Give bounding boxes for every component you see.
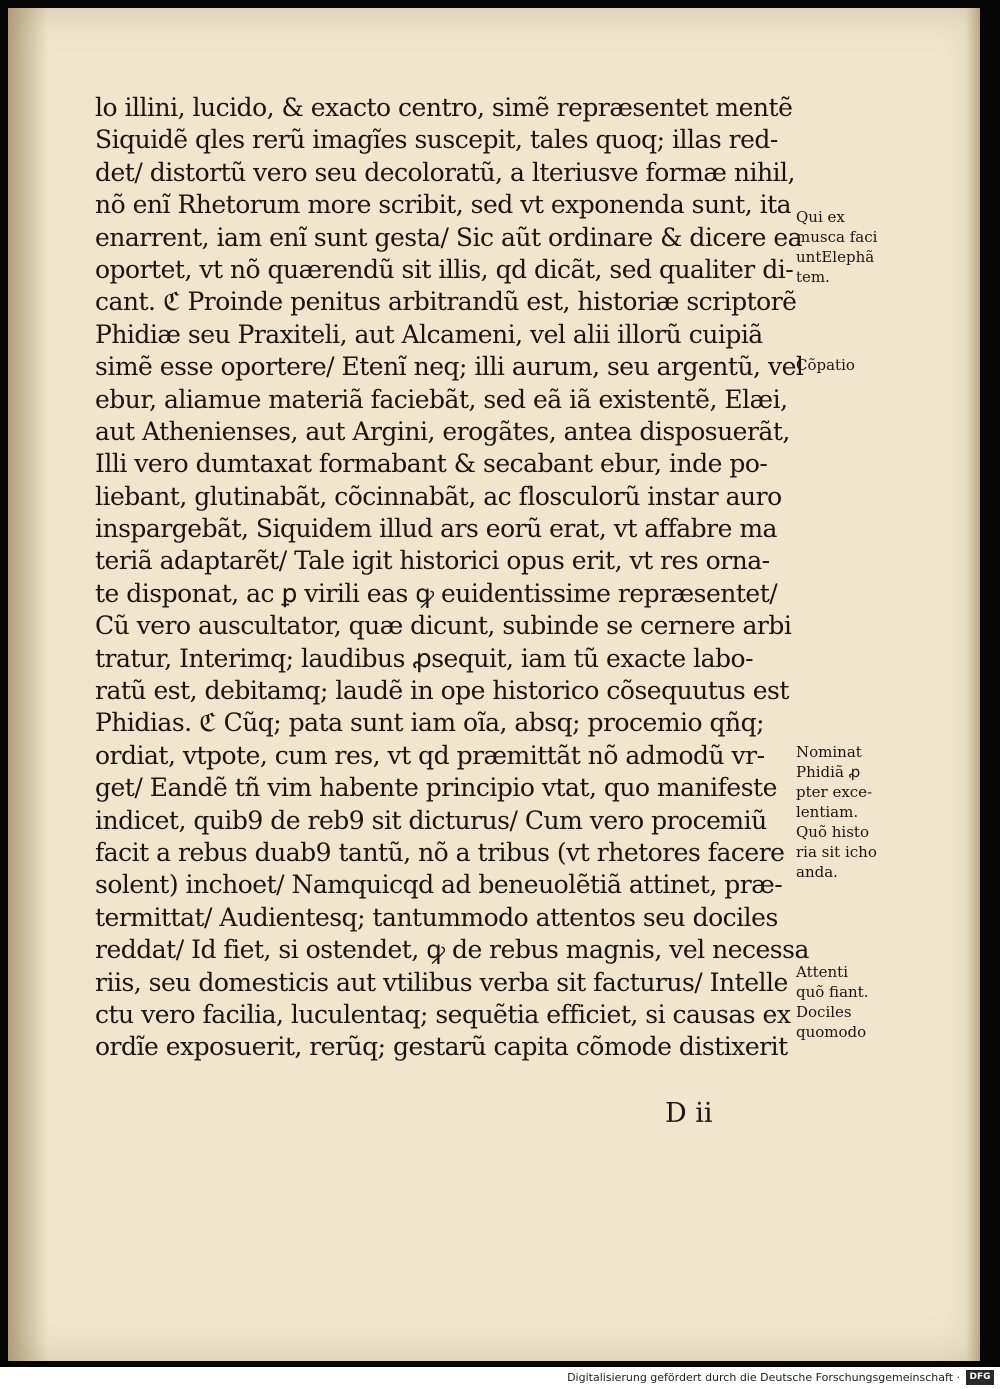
marginal-line: lentiam. bbox=[796, 803, 859, 821]
text-line: te disponat, ac ꝑ virili eas ꝙ euidentissime repræsentet/ bbox=[95, 578, 778, 608]
marginal-note-attenti bbox=[796, 962, 868, 1042]
marginal-line: Phidiã ꝓ bbox=[796, 763, 861, 781]
marginal-line: musca faci bbox=[796, 228, 878, 246]
marginal-line: quomodo bbox=[796, 1023, 867, 1041]
text-line: lo illini, lucido, & exacto centro, simẽ repræsentet mentẽ bbox=[95, 93, 793, 122]
text-line: ordiat, vtpote, cum res, vt qd præmittãt nõ admodũ vr- bbox=[95, 740, 765, 770]
marginal-line: Quõ histo bbox=[796, 823, 869, 841]
page-spine-shadow bbox=[8, 8, 48, 1361]
text-line: Phidias. ℭ Cũq; pata sunt iam oĩa, absq; procemio qñq; bbox=[95, 708, 765, 738]
text-line: nõ enĩ Rhetorum more scribit, sed vt exponenda sunt, ita bbox=[95, 190, 792, 220]
text-line: aut Athenienses, aut Argini, erogãtes, antea disposuerãt, bbox=[95, 416, 790, 446]
marginal-note-musca bbox=[796, 207, 877, 287]
text-line: cant. ℭ Proinde penitus arbitrandũ est, historiæ scriptorẽ bbox=[95, 287, 797, 317]
marginal-line: pter exce- bbox=[796, 783, 873, 801]
text-line: liebant, glutinabãt, cõcinnabãt, ac flosculorũ instar auro bbox=[95, 481, 782, 511]
text-line: get/ Eandẽ tñ vim habente principio vtat, quo manifeste bbox=[95, 773, 777, 803]
text-line: termittat/ Audientesq; tantummodo attentos seu dociles bbox=[95, 902, 778, 932]
text-line: Cũ vero auscultator, quæ dicunt, subinde se cernere arbi bbox=[95, 611, 792, 641]
funding-notice-bar bbox=[0, 1367, 1000, 1389]
main-text-block bbox=[95, 92, 809, 1064]
marginal-note-phidias bbox=[796, 742, 877, 882]
marginal-line: Attenti bbox=[796, 963, 848, 981]
text-line: oportet, vt nõ quærendũ sit illis, qd dicãt, sed qualiter di- bbox=[95, 254, 794, 284]
text-line: riis, seu domesticis aut vtilibus verba sit facturus/ Intelle bbox=[95, 967, 788, 997]
text-line: ratũ est, debitamq; laudẽ in ope historico cõsequutus est bbox=[95, 676, 789, 706]
marginal-line: Cõpatio bbox=[796, 356, 855, 374]
marginal-line: untElephã bbox=[796, 248, 875, 266]
text-line: enarrent, iam enĩ sunt gesta/ Sic aũt ordinare & dicere ea bbox=[95, 222, 803, 252]
text-line: det/ distortũ vero seu decoloratũ, a lteriusve formæ nihil, bbox=[95, 157, 795, 187]
text-line: solent) inchoet/ Namquicqd ad beneuolẽtiã attinet, præ- bbox=[95, 870, 783, 900]
folio-signature: D ii bbox=[665, 1098, 713, 1129]
text-line: tratur, Interimq; laudibus ꝓsequit, iam tũ exacte labo- bbox=[95, 643, 754, 673]
text-line: reddat/ Id fiet, si ostendet, ꝙ de rebus magnis, vel necessa bbox=[95, 935, 809, 965]
text-line: inspargebãt, Siquidem illud ars eorũ erat, vt affabre ma bbox=[95, 514, 777, 544]
text-line: ordĩe exposuerit, rerũq; gestarũ capita cõmode distixerit bbox=[95, 1032, 788, 1062]
text-line: ctu vero facilia, luculentaq; sequẽtia efficiet, si causas ex bbox=[95, 999, 791, 1029]
text-line: Phidiæ seu Praxiteli, aut Alcameni, vel alii illorũ cuipiã bbox=[95, 319, 763, 349]
funding-notice-text: Digitalisierung gefördert durch die Deutsche Forschungsgemeinschaft · bbox=[567, 1371, 960, 1384]
text-line: facit a rebus duab9 tantũ, nõ a tribus (vt rhetores facere bbox=[95, 837, 785, 867]
text-line: indicet, quib9 de reb9 sit dicturus/ Cum vero procemiũ bbox=[95, 805, 767, 835]
text-line: teriã adaptarẽt/ Tale igit historici opus erit, vt res orna- bbox=[95, 546, 770, 576]
marginal-line: quõ fiant. bbox=[796, 983, 869, 1001]
marginal-line: anda. bbox=[796, 863, 838, 881]
marginal-line: Nominat bbox=[796, 743, 862, 761]
text-line: Illi vero dumtaxat formabant & secabant ebur, inde po- bbox=[95, 449, 768, 479]
text-line: simẽ esse oportere/ Etenĩ neq; illi aurum, seu argentũ, vel bbox=[95, 352, 804, 382]
marginal-line: tem. bbox=[796, 268, 830, 286]
marginal-note-copatio bbox=[796, 355, 855, 375]
text-line: Siquidẽ qles rerũ imagĩes suscepit, tales quoq; illas red- bbox=[95, 125, 778, 155]
dfg-logo-icon: DFG bbox=[966, 1370, 994, 1385]
marginal-line: ria sit icho bbox=[796, 843, 877, 861]
page-edge-shadow bbox=[966, 8, 980, 1361]
marginal-line: Dociles bbox=[796, 1003, 852, 1021]
text-line: ebur, aliamue materiã faciebãt, sed eã iã existentẽ, Elæi, bbox=[95, 384, 788, 414]
marginal-line: Qui ex bbox=[796, 208, 845, 226]
